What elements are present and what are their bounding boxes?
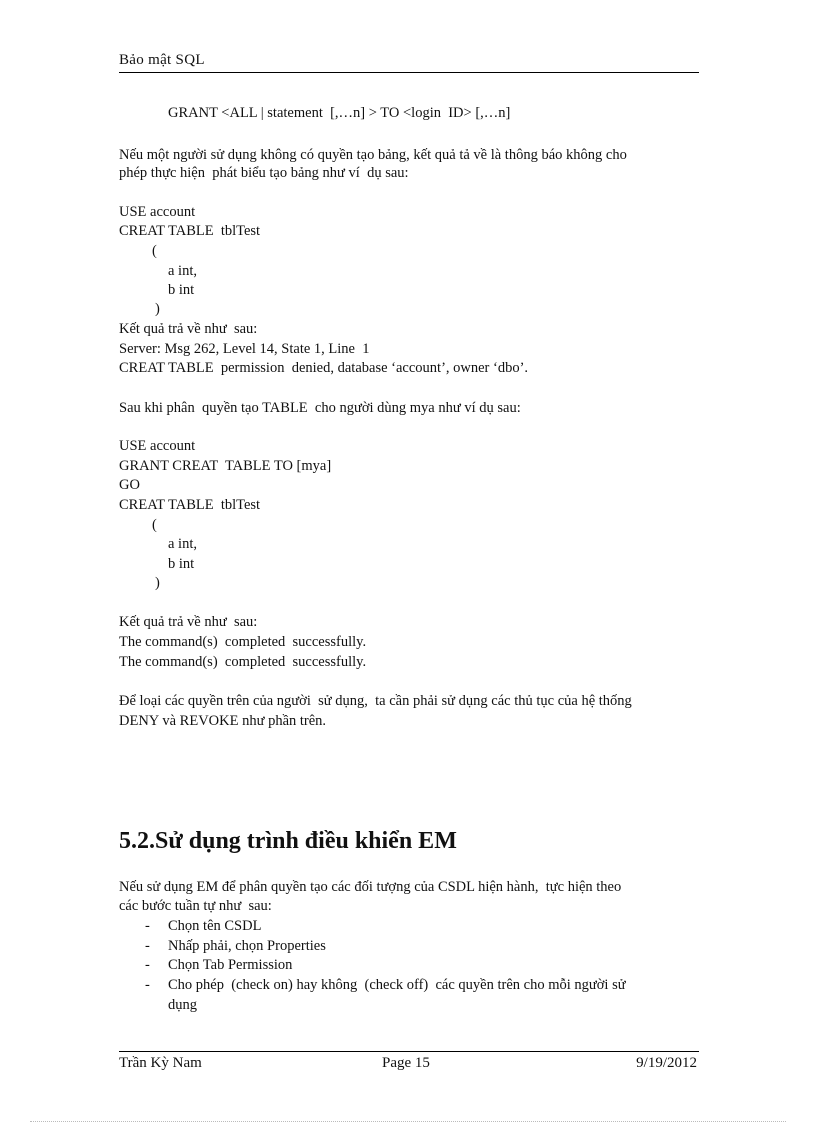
list-item: Chọn tên CSDL [168, 918, 262, 934]
page-footer [119, 1051, 699, 1076]
footer-date: 9/19/2012 [636, 1055, 697, 1071]
code-line: USE account [119, 204, 196, 220]
result-label: Kết quả trả về như sau: [119, 614, 258, 630]
code-line: ) [155, 301, 160, 317]
success-line: The command(s) completed successfully. [119, 634, 367, 650]
paragraph-line: phép thực hiện phát biểu tạo bảng như ví dụ sau: [119, 165, 409, 181]
error-line: Server: Msg 262, Level 14, State 1, Line 1 [119, 341, 370, 357]
list-item: Chọn Tab Permission [168, 957, 293, 973]
code-line: CREAT TABLE tblTest [119, 223, 261, 239]
bullet-dash: - [145, 918, 150, 934]
header-title: Bảo mật SQL [119, 52, 205, 68]
paragraph-line: Nếu sử dụng EM để phân quyền tạo các đối tượng của CSDL hiện hành, tực hiện theo [119, 879, 622, 895]
code-line: ) [155, 575, 160, 591]
code-line: USE account [119, 438, 196, 454]
page-edge-divider [30, 1121, 786, 1122]
list-item-continuation: dụng [168, 997, 197, 1013]
result-label: Kết quả trả về như sau: [119, 321, 258, 337]
code-line: a int, [168, 536, 197, 552]
code-line: b int [168, 556, 195, 572]
code-line: b int [168, 282, 195, 298]
code-line: GRANT CREAT TABLE TO [mya] [119, 458, 332, 474]
bullet-dash: - [145, 938, 150, 954]
paragraph-line: Nếu một người sử dụng không có quyền tạo bảng, kết quả tả về là thông báo không cho [119, 147, 627, 163]
page-header [119, 52, 699, 73]
footer-author: Trần Kỳ Nam [119, 1055, 202, 1071]
paragraph-line: các bước tuần tự như sau: [119, 898, 272, 914]
success-line: The command(s) completed successfully. [119, 654, 367, 670]
code-line: CREAT TABLE tblTest [119, 497, 261, 513]
paragraph-line: DENY và REVOKE như phần trên. [119, 713, 327, 729]
code-line: ( [152, 517, 157, 533]
list-item: Nhấp phải, chọn Properties [168, 938, 326, 954]
paragraph-line: Để loại các quyền trên của người sử dụng, ta cần phải sử dụng các thủ tục của hệ thống [119, 693, 632, 709]
bullet-dash: - [145, 957, 150, 973]
footer-page-number: Page 15 [382, 1055, 430, 1071]
code-line: GO [119, 477, 140, 493]
grant-syntax: GRANT <ALL | statement [,…n] > TO <login ID> [,…n] [168, 105, 511, 121]
code-line: ( [152, 243, 157, 259]
section-heading: 5.2.Sử dụng trình điều khiển EM [119, 828, 457, 854]
code-line: a int, [168, 263, 197, 279]
list-item: Cho phép (check on) hay không (check off) các quyền trên cho mỗi người sử [168, 977, 626, 993]
error-line: CREAT TABLE permission denied, database ‘account’, owner ‘dbo’. [119, 360, 529, 376]
paragraph-line: Sau khi phân quyền tạo TABLE cho người dùng mya như ví dụ sau: [119, 400, 521, 416]
bullet-dash: - [145, 977, 150, 993]
